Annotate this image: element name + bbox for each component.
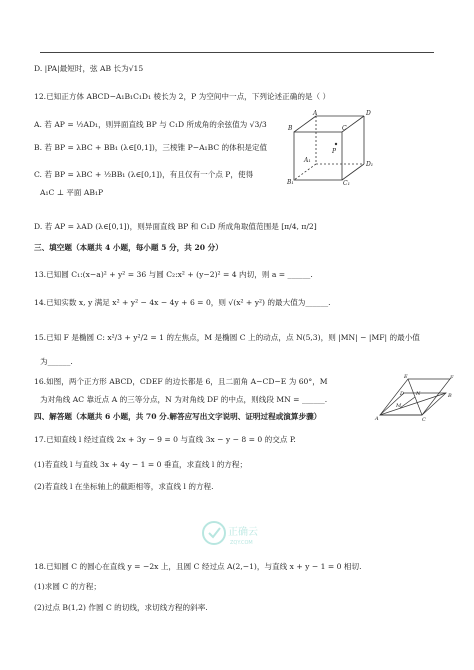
label-e: E xyxy=(404,374,408,380)
q12-option-d: D. 若 AP = λAD (λ∈[0,1])，则异面直线 BP 和 C₁D 所成角取值范围是 [π/4, π/2] xyxy=(34,222,317,231)
label-m: M xyxy=(396,403,402,409)
q15-cont: 为______. xyxy=(40,357,73,366)
watermark-sub: ZQY.COM xyxy=(230,540,253,546)
dihedral-figure xyxy=(370,373,456,423)
label-f: F xyxy=(450,375,454,381)
label-b2: B xyxy=(448,393,452,399)
section-4-heading: 四、解答题（本题共 6 小题，共 70 分.解答应写出文字说明、证明过程或演算步骤） xyxy=(34,412,322,421)
watermark-logo xyxy=(200,513,280,553)
q18-part1: (1)求圆 C 的方程； xyxy=(34,582,101,591)
q12-option-c: C. 若 BP = λBC + ½BB₁ (λ∈[0,1])，有且仅有一个点 P，使得 xyxy=(34,170,254,179)
cube-figure xyxy=(286,110,378,186)
label-a1: A₁ xyxy=(304,157,311,164)
q15: 15.已知 F 是椭圆 C: x²/3 + y²/2 = 1 的左焦点，M 是椭圆 C 上的动点，点 N(5,3)，则 |MN| − |MF| 的最小值 xyxy=(34,333,420,342)
label-c2: C xyxy=(422,417,426,423)
q12-option-c-cont: A₁C ⊥ 平面 AB₁P xyxy=(40,188,104,197)
header-rule xyxy=(40,52,434,53)
q17-part2: (2)若直线 l 在坐标轴上的截距相等，求直线 l 的方程. xyxy=(34,482,214,491)
q16: 16.如图，两个正方形 ABCD，CDEF 的边长都是 6，且二面角 A−CD−E 为 60°，M xyxy=(34,377,328,386)
watermark-text: 正确云 xyxy=(228,527,258,538)
label-d1: D₁ xyxy=(366,161,374,168)
q14: 14.已知实数 x, y 满足 x² + y² − 4x − 4y + 6 = 0，则 √(x² + y²) 的最大值为______. xyxy=(34,298,331,307)
q11-option-d: D. |PA|最短时，弦 AB 长为√15 xyxy=(34,64,144,73)
label-b1: B₁ xyxy=(287,179,294,186)
q17-part1: (1)若直线 l 与直线 3x + 4y − 1 = 0 垂直，求直线 l 的方程； xyxy=(34,460,248,469)
q18: 18.已知圆 C 的圆心在直线 y = −2x 上，且圆 C 经过点 A(2,−1)，与直线 x + y − 1 = 0 相切. xyxy=(34,562,362,571)
q12-option-b: B. 若 BP = λBC + BB₁ (λ∈[0,1])，三棱锥 P−A₁BC 的体积是定值 xyxy=(34,143,268,152)
label-d2: D xyxy=(400,391,405,397)
label-c1: C₁ xyxy=(343,180,350,186)
q16-cont: 为对角线 AC 靠近点 A 的三等分点，N 为对角线 DF 的中点，则线段 MN = ______. xyxy=(40,395,328,404)
point-p xyxy=(335,143,337,145)
q18-part2: (2)过点 B(1,2) 作圆 C 的切线，求切线方程的斜率. xyxy=(34,603,208,612)
label-p: P xyxy=(332,148,337,155)
label-a2: A xyxy=(375,416,379,422)
section-3-heading: 三、填空题（本题共 4 小题，每小题 5 分，共 20 分） xyxy=(34,243,223,252)
label-c: C xyxy=(342,125,347,132)
label-d: D xyxy=(366,110,371,117)
q12-option-a: A. 若 AP = ½AD₁，则异面直线 BP 与 C₁D 所成角的余弦值为 √3/3 xyxy=(34,120,267,129)
q13: 13.已知圆 C₁:(x−a)² + y² = 36 与圆 C₂:x² + (y−2)² = 4 内切，则 a = ______. xyxy=(34,270,313,279)
label-b: B xyxy=(288,125,293,132)
label-a: A xyxy=(313,110,318,117)
label-n: N xyxy=(416,391,421,397)
q17: 17.已知直线 l 经过直线 2x + 3y − 9 = 0 与直线 3x − y − 8 = 0 的交点 P. xyxy=(34,435,296,444)
q12-stem: 12.已知正方体 ABCD−A₁B₁C₁D₁ 棱长为 2，P 为空间中一点，下列论述正确的是（ ） xyxy=(34,92,331,101)
